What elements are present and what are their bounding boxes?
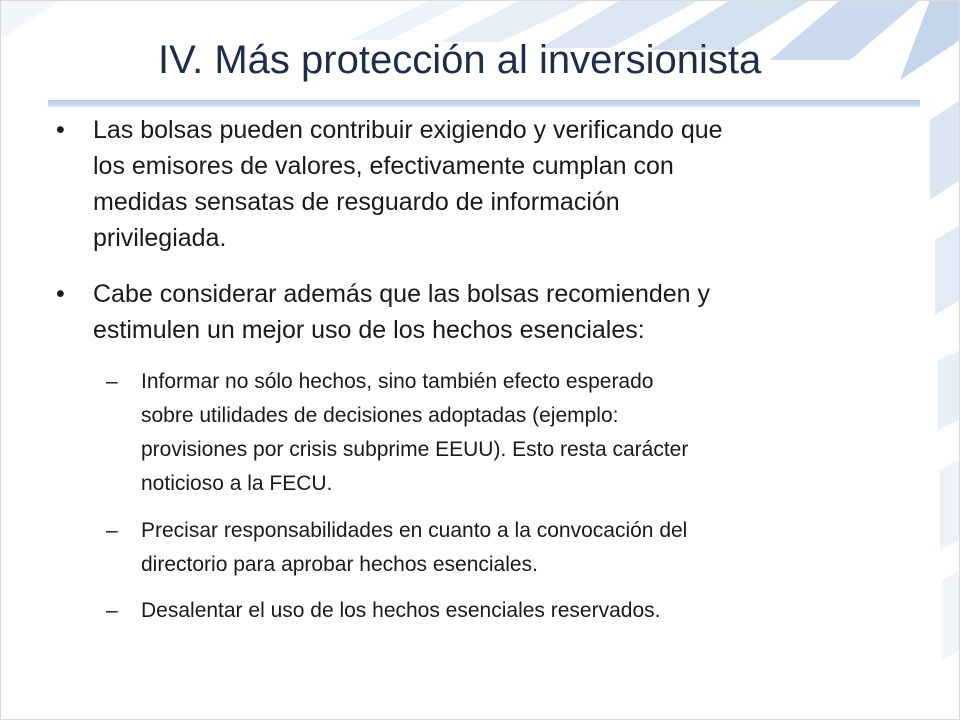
sub-bullet-marker: – [106,519,118,542]
bullet-text [93,276,901,348]
bullet-line: estimulen un mejor uso de los hechos esenciales: [93,316,645,344]
sub-bullet-text [141,514,911,582]
bullet-marker: • [56,280,65,308]
sub-bullet-line: directorio para aprobar hechos esenciales. [141,553,538,576]
sub-bullet-marker: – [106,599,118,622]
bullet-line: los emisores de valores, efectivamente cumplan con [93,152,674,180]
bullet-line: privilegiada. [93,224,227,252]
sub-bullet-line: Informar no sólo hechos, sino también efecto esperado [141,370,654,393]
title-underline-rule [48,100,920,107]
bullet-line: Cabe considerar además que las bolsas recomienden y [93,280,711,308]
sub-bullet-line: noticioso a la FECU. [141,472,333,495]
bullet-marker: • [56,116,65,144]
bullet-text [93,112,901,256]
slide-title: IV. Más protección al inversionista [158,38,762,82]
corner-stripe [0,0,60,40]
bullet-line: Las bolsas pueden contribuir exigiendo y verificando que [93,116,723,144]
sub-bullet-line: Desalentar el uso de los hechos esenciales reservados. [141,599,661,622]
bullet-line: medidas sensatas de resguardo de información [93,188,620,216]
sub-bullet-marker: – [106,370,118,393]
sub-bullet-line: Precisar responsabilidades en cuanto a la convocación del [141,519,688,542]
sub-bullet-line: sobre utilidades de decisiones adoptadas (ejemplo: [141,404,619,427]
sub-bullet-line: provisiones por crisis subprime EEUU). Esto resta carácter [141,438,689,461]
sub-bullet-text [141,365,911,501]
right-stripes [930,100,960,660]
sub-bullet-text [141,594,911,628]
